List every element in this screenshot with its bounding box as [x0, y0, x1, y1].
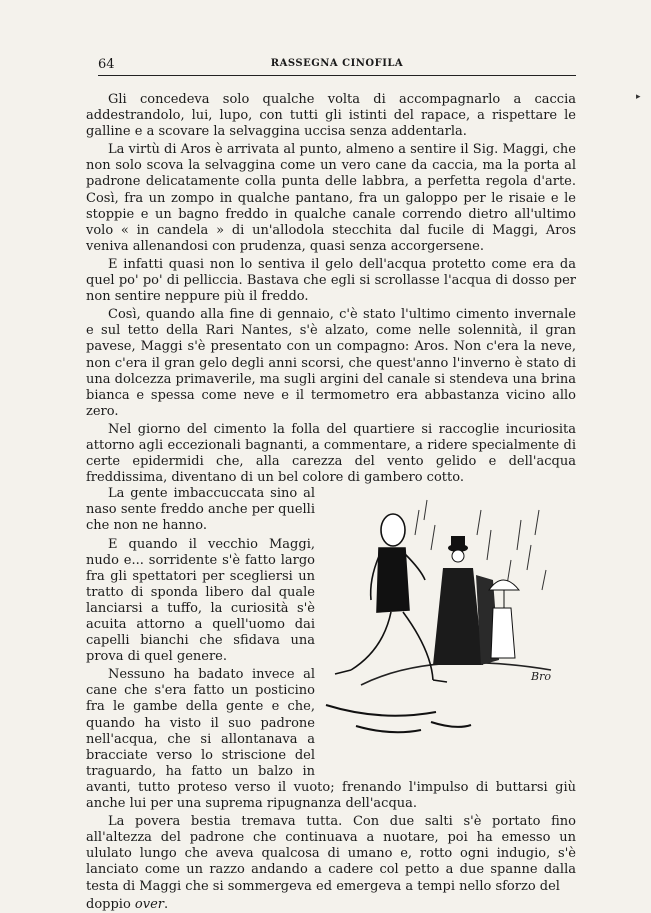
paragraph	[86, 814, 576, 894]
illustration	[321, 490, 576, 775]
water-waves	[326, 705, 471, 732]
page-number: 64	[98, 57, 115, 72]
swimmer-illustration	[321, 490, 576, 775]
paragraph: E infatti quasi non lo sentiva il gelo dell'acqua protetto come era da quel po' po' di pelliccia. Bastava che egli si scrollasse l'acqua di dosso per non sentire neppure più il freddo.	[86, 256, 576, 305]
paragraph: La gente imbaccuccata sino al naso sente freddo anche per quelli che non ne hanno.	[86, 486, 315, 534]
spectator-figure	[433, 536, 499, 665]
paragraph: Nessuno ha badato invece al cane che s'era fatto un posticino fra le gambe della gente e che, quando ha visto il suo padrone nell'acqua, che si allontanava a bracciate verso lo striscione del traguardo, ha fatto un balzo in avanti, tutto proteso verso il vuoto; frenando l'impulso di buttarsi giù anche lui per una suprema ripugnanza dell'acqua.	[86, 667, 576, 812]
ground-line	[361, 663, 551, 685]
swimmer-figure	[335, 514, 447, 682]
last-line-suffix: .	[164, 896, 169, 912]
paragraph: Così, quando alla fine di gennaio, c'è stato l'ultimo cimento invernale e sul tetto della Rari Nantes, s'è alzato, come nelle solennità, il gran pavese, Maggi s'è presentato con un compagno: Aros. Non c'era la neve, non c'era il gran gelo degli anni scorsi, che quest'anno l'inverno è stato di una dolcezza primaverile, ma sugli argini del canale si stendeva una brina bianca e spessa come neve e il termometro era abbastanza vicino allo zero.	[86, 307, 576, 419]
last-line-emphasis: over	[134, 896, 165, 912]
illustration-signature: Bro	[531, 670, 551, 684]
paragraph: Gli concedeva solo qualche volta di accompagnarlo a caccia addestrandolo, lui, lupo, con tutti gli istinti del rapace, a rispettare le galline e a scovare la selvaggina uccisa senza addentarla.	[86, 92, 576, 140]
last-line	[86, 897, 576, 913]
paragraph-text: Nel giorno del cimento la folla del quartiere si raccoglie incuriosita attorno agli eccezionali bagnanti, a commentare, a ridere specialmente di certe epidermidi che, alla carezza del vento gelido e dell'acqua freddissima, diventano di un bel colore di gambero cotto.	[86, 421, 576, 486]
last-line-prefix: doppio	[86, 896, 135, 912]
margin-mark: ▸	[636, 92, 641, 102]
paragraph-text: La povera bestia tremava tutta. Con due salti s'è portato fino all'altezza del padrone che continuava a nuotare, poi ha emesso un ululato lungo che aveva qualcosa di umano e, rotto ogni indugio, s'è lanciato come un razzo andando a cadere col petto a due spanne dalla testa di Maggi che si sommergeva ed emergeva a tempi nello sforzo del	[86, 814, 576, 894]
running-head: RASSEGNA CINOFILA	[270, 58, 404, 69]
paragraph: E quando il vecchio Maggi, nudo e... sorridente s'è fatto largo fra gli spettatori per scegliersi un tratto di sponda libero dal quale lanciarsi a tuffo, la curiosità s'è acuita attorno a quell'uomo dai capelli bianchi che sfidava una prova di quel genere.	[86, 536, 315, 665]
article-body	[86, 92, 576, 913]
paragraph: La virtù di Aros è arrivata al punto, almeno a sentire il Sig. Maggi, che non solo scova la selvaggina come un vero cane da caccia, ma la porta al padrone delicatamente colla punta delle labbra, a perfetta regola d'arte. Così, fra un zompo in qualche pantano, fra un galoppo per le risaie e le stoppie e un bagno freddo in qualche canale correndo dietro all'ultimo volo « in candela » di un'allodola stecchita dal fucile di Maggi, Aros veniva allenandosi con prudenza, quasi senza accorgersene.	[86, 142, 576, 254]
paragraph	[86, 422, 576, 486]
page-header	[98, 57, 576, 76]
